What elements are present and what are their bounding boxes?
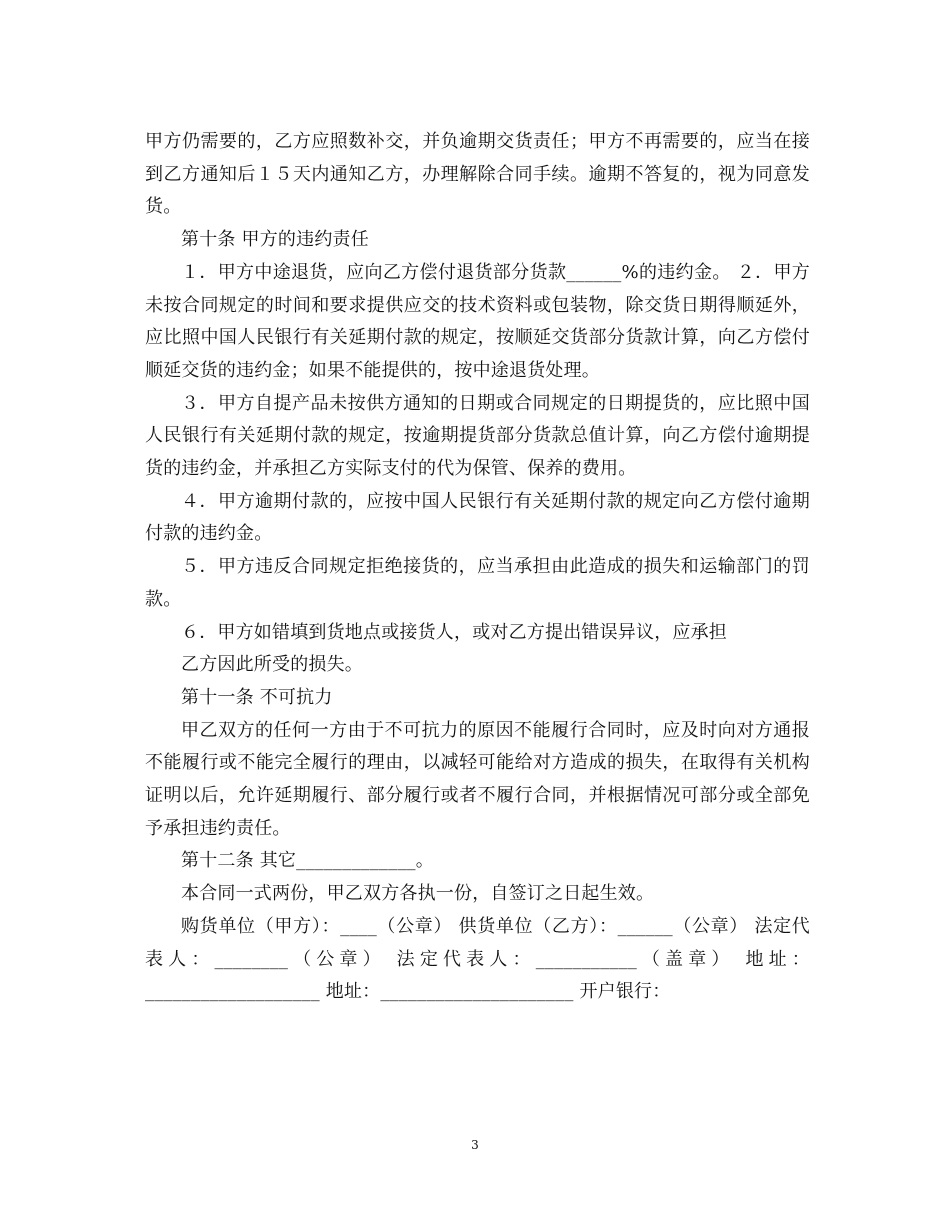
article-10-clause-6-continued: 乙方因此所受的损失。 (181, 654, 363, 676)
article-10-clause-6: ６．甲方如错填到货地点或接货人，或对乙方提出错误异议，应承担 (181, 621, 727, 643)
article-10-heading: 第十条 甲方的违约责任 (181, 229, 369, 251)
article-10-clause-5: ５．甲方违反合同规定拒绝接货的，应当承担由此造成的损失和运输部门的罚款。 (145, 556, 810, 610)
paragraph-continuation: 甲方仍需要的，乙方应照数补交，并负逾期交货责任；甲方不再需要的，应当在接到乙方通知后１５天内通知乙方，办理解除合同手续。逾期不答复的，视为同意发货。 (145, 131, 810, 218)
article-12-heading: 第十二条 其它_____________。 (181, 850, 434, 872)
effectiveness-clause: 本合同一式两份，甲乙双方各执一份，自签订之日起生效。 (181, 883, 655, 905)
article-10-clause-4: ４．甲方逾期付款的，应按中国人民银行有关延期付款的规定向乙方偿付逾期付款的违约金。 (145, 490, 810, 545)
document-body (145, 126, 810, 1009)
page-number: 3 (471, 1138, 479, 1152)
signature-block: 购货单位（甲方）：____（公章） 供货单位（乙方）：______（公章） 法定代表人：________（公章） 法定代表人：___________（盖章） 地址：___________________ 地址：_____________________ 开户银行： (145, 915, 810, 1003)
article-10-clause-1-2: １．甲方中途退货，应向乙方偿付退货部分货款______%的违约金。 ２．甲方未按合同规定的时间和要求提供应交的技术资料或包装物，除交货日期得顺延外，应比照中国人民银行有关延期付款的规定，按顺延交货部分货款计算，向乙方偿付顺延交货的违约金；如果不能提供的，按中途退货处理。 (145, 261, 810, 381)
article-11-body: 甲乙双方的任何一方由于不可抗力的原因不能履行合同时，应及时向对方通报不能履行或不能完全履行的理由，以减轻可能给对方造成的损失，在取得有关机构证明以后，允许延期履行、部分履行或者不履行合同，并根据情况可部分或全部免予承担违约责任。 (145, 719, 810, 839)
article-10-clause-3: ３．甲方自提产品未按供方通知的日期或合同规定的日期提货的，应比照中国人民银行有关延期付款的规定，按逾期提货部分货款总值计算，向乙方偿付逾期提货的违约金，并承担乙方实际支付的代为保管、保养的费用。 (145, 392, 810, 480)
article-11-heading: 第十一条 不可抗力 (181, 686, 333, 708)
